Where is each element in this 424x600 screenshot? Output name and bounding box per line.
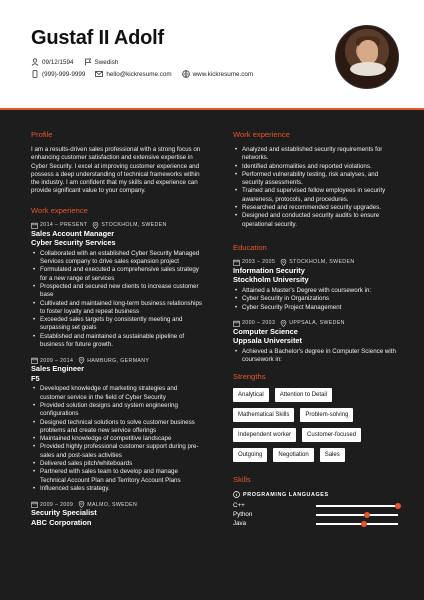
work-continued-list xyxy=(233,146,399,229)
skills-heading: Skills xyxy=(233,475,251,485)
degree-name: Information Security xyxy=(233,265,305,275)
bullet-item: • Prospected and secured new clients to increase customer base xyxy=(31,283,203,300)
calendar-icon xyxy=(233,320,240,327)
strengths-heading: Strengths xyxy=(233,372,266,382)
strength-tag: Negotiation xyxy=(273,448,313,462)
dates: 2009 – 2014 xyxy=(40,357,74,364)
dates: 2003 – 2005 xyxy=(242,259,276,266)
bullet-item: • Achieved a Bachelor's degree in Computer Science with coursework in: xyxy=(233,348,399,365)
skill-level-marker xyxy=(364,512,370,518)
resume-body xyxy=(0,110,424,600)
company-name: Cyber Security Services xyxy=(31,238,116,248)
location: UPPSALA, SWEDEN xyxy=(289,320,345,327)
website[interactable]: www.kickresume.com xyxy=(192,70,254,78)
location-pin-icon xyxy=(78,501,85,508)
phone[interactable]: (999)-999-9999 xyxy=(42,70,86,78)
location-pin-icon xyxy=(92,222,99,229)
strength-tag: Mathematical Skills xyxy=(233,408,294,422)
skill-name: C++ xyxy=(233,502,245,510)
bullet-item: • Designed and conducted security audits to ensure operational security. xyxy=(233,212,399,229)
skill-level-bar xyxy=(316,514,398,516)
location: STOCKHOLM, SWEDEN xyxy=(289,259,355,266)
skill-row xyxy=(233,519,399,528)
date-location xyxy=(31,222,203,229)
work-heading-continued: Work experience xyxy=(233,130,290,139)
bullet-item: • Provided solution designs and system engineering configurations xyxy=(31,402,203,419)
date-location xyxy=(233,320,399,327)
skill-name: Python xyxy=(233,511,253,519)
bullet-item: • Cultivated and maintained long-term business relationships to foster loyalty and repeat business xyxy=(31,300,203,317)
nationality: Swedish xyxy=(94,58,119,66)
strengths-tags xyxy=(233,388,393,462)
skill-level-bar xyxy=(316,523,398,525)
strength-tag: Attention to Detail xyxy=(275,388,332,402)
company-name: ABC Corporation xyxy=(31,517,92,527)
bullet-item: • Cyber Security in Organizations xyxy=(233,295,399,303)
skill-level-marker xyxy=(395,503,401,509)
dates: 2009 – 2009 xyxy=(40,501,74,508)
skills-group xyxy=(233,491,399,498)
contact-row-personal xyxy=(31,58,118,66)
resume-header xyxy=(0,0,424,110)
job-title: Sales Engineer xyxy=(31,364,84,374)
calendar-icon xyxy=(233,259,240,266)
education-bullets xyxy=(233,287,399,312)
date-location xyxy=(233,259,399,266)
bullet-item: • Formulated and executed a comprehensive sales strategy for a new range of services xyxy=(31,266,203,283)
person-icon xyxy=(31,58,39,66)
bullet-item: • Researched and recommended security upgrades. xyxy=(233,204,399,212)
phone-icon xyxy=(31,70,39,78)
email[interactable]: hello@kickresume.com xyxy=(106,70,172,78)
skill-name: Java xyxy=(233,520,247,528)
strength-tag: Outgoing xyxy=(233,448,267,462)
location: HAMBURG, GERMANY xyxy=(87,357,150,364)
bullet-item: • Designed technical solutions to solve customer business problems and create new service offerings xyxy=(31,419,203,436)
skill-level-bar xyxy=(316,505,398,507)
education-bullets xyxy=(233,348,399,365)
right-column xyxy=(233,130,399,528)
bullet-item: • Identified abnormalities and reported violations. xyxy=(233,163,399,171)
calendar-icon xyxy=(31,357,38,364)
education-entry xyxy=(233,259,399,312)
job-title: Security Specialist xyxy=(31,508,97,518)
contact-row-reach xyxy=(31,70,253,78)
bullet-item: • Trained and supervised fellow employees in security awareness, protocols, and procedures. xyxy=(233,187,399,204)
bullet-item: • Influenced sales strategy. xyxy=(31,485,203,493)
info-icon xyxy=(233,491,240,498)
email-icon xyxy=(95,70,103,78)
location-pin-icon xyxy=(280,320,287,327)
bullet-item: • Partnered with sales team to develop and manage Technical Account Plan and Territory Account Plans xyxy=(31,468,203,485)
degree-name: Computer Science xyxy=(233,326,298,336)
job-entry xyxy=(31,357,203,493)
bullet-item: • Collaborated with an established Cyber Security Managed Services company to drive sales expansion project xyxy=(31,250,203,267)
bullet-item: • Cyber Security Project Management xyxy=(233,304,399,312)
dates: 2014 – PRESENT xyxy=(40,222,88,229)
location-pin-icon xyxy=(280,259,287,266)
education-heading: Education xyxy=(233,242,267,252)
location: STOCKHOLM, SWEDEN xyxy=(101,222,167,229)
education-entry xyxy=(233,320,399,365)
left-column xyxy=(31,130,203,535)
skills-group-label: PROGRAMING LANGUAGES xyxy=(243,491,329,498)
candidate-name: Gustaf II Adolf xyxy=(31,27,164,49)
bullet-item: • Maintained knowledge of competitive landscape xyxy=(31,435,203,443)
profile-text: I am a results-driven sales professional with a strong focus on enhancing customer satisfaction and extensive expertise in Cyber Security. I excel at improving customer experience and possess a deep understanding of technical frameworks within the industry. I am confident that my skills and experience can provide significant value to your company. xyxy=(31,146,201,195)
profile-photo xyxy=(335,25,399,89)
strength-tag: Customer-focused xyxy=(302,428,361,442)
job-title: Sales Account Manager xyxy=(31,228,115,238)
dates: 2000 – 2003 xyxy=(242,320,276,327)
job-bullets xyxy=(31,250,203,350)
strength-tag: Analytical xyxy=(233,388,269,402)
school-name: Stockholm University xyxy=(233,275,309,285)
bullet-item: • Established and maintained a sustainable pipeline of business for future growth. xyxy=(31,333,203,350)
location-pin-icon xyxy=(78,357,85,364)
company-name: F5 xyxy=(31,373,40,383)
job-bullets xyxy=(31,385,203,493)
calendar-icon xyxy=(31,222,38,229)
bullet-item: • Analyzed and established security requirements for networks. xyxy=(233,146,399,163)
strength-tag: Independent worker xyxy=(233,428,296,442)
skills-list xyxy=(233,501,399,528)
birthdate: 09/12/1594 xyxy=(42,58,74,66)
strength-tag: Sales xyxy=(320,448,345,462)
date-location xyxy=(31,501,203,508)
skill-level-marker xyxy=(361,521,367,527)
bullet-item: • Exceeded sales targets by consistently meeting and surpassing set goals xyxy=(31,316,203,333)
work-list xyxy=(31,222,203,527)
profile-heading: Profile xyxy=(31,130,53,139)
flag-icon xyxy=(84,58,92,66)
date-location xyxy=(31,357,203,364)
bullet-item: • Delivered sales pitch/whiteboards xyxy=(31,460,203,468)
work-heading: Work experience xyxy=(31,205,88,215)
globe-icon xyxy=(182,70,190,78)
school-name: Uppsala Universitet xyxy=(233,336,303,346)
bullet-item: • Provided highly professional customer support during pre-sales and post-sales activities xyxy=(31,443,203,460)
calendar-icon xyxy=(31,501,38,508)
job-entry xyxy=(31,501,203,527)
job-entry xyxy=(31,222,203,350)
education-list xyxy=(233,259,399,364)
bullet-item: • Developed knowledge of marketing strategies and customer service in the field of Cyber Security xyxy=(31,385,203,402)
strength-tag: Problem-solving xyxy=(300,408,353,422)
bullet-item: • Attained a Master's Degree with coursework in: xyxy=(233,287,399,295)
bullet-item: • Performed vulnerability testing, risk analyses, and security assessments. xyxy=(233,171,399,188)
location: MALMO, SWEDEN xyxy=(87,501,138,508)
skill-row xyxy=(233,501,399,510)
skill-row xyxy=(233,510,399,519)
